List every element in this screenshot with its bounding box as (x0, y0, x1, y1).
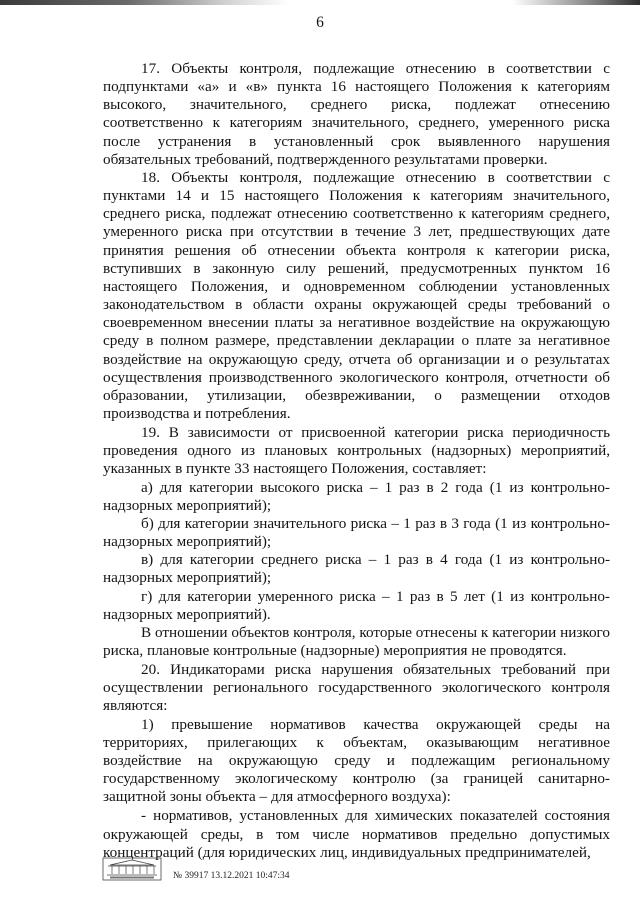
list-item-b: б) для категории значительного риска – 1 раз в 3 года (1 из контрольно-надзорных мероприятий); (103, 514, 610, 551)
paragraph-low-risk: В отношении объектов контроля, которые отнесены к категории низкого риска, плановые контрольные (надзорные) мероприятия не проводятся. (103, 623, 610, 659)
paragraph-19: 19. В зависимости от присвоенной категории риска периодичность проведения одного из плановых контрольных (надзорных) мероприятий, указанных в пункте 33 настоящего Положения, составляет: (103, 424, 610, 478)
paragraph-17: 17. Объекты контроля, подлежащие отнесению в соответствии с подпунктами «а» и «в» пункта 16 настоящего Положения к категориям высокого, значительного, среднего риска, подлежат отнесению соответственно к категориям значительного, среднего, умеренного риска после устранения в установленный срок выявленного нарушения обязательных требований, подтвержденного результатами проверки. (103, 60, 610, 168)
registry-stamp-icon (102, 857, 162, 881)
list-item-g: г) для категории умеренного риска – 1 раз в 5 лет (1 из контрольно-надзорных мероприятий). (103, 587, 610, 623)
scan-edge (0, 0, 640, 5)
list-item-a: а) для категории высокого риска – 1 раз в 2 года (1 из контрольно-надзорных мероприятий); (103, 478, 610, 514)
paragraph-20-subitem: - нормативов, установленных для химических показателей состояния окружающей среды, в том числе нормативов предельно допустимых концентраций (для юридических лиц, индивидуальных предпринимателей, (103, 807, 610, 861)
document-body (103, 60, 610, 862)
registration-stamp: № 39917 13.12.2021 10:47:34 (173, 871, 290, 881)
list-item-v: в) для категории среднего риска – 1 раз в 4 года (1 из контрольно-надзорных мероприятий); (103, 551, 610, 587)
paragraph-18: 18. Объекты контроля, подлежащие отнесению в соответствии с пунктами 14 и 15 настоящего Положения к категориям значительного, среднего риска, подлежат отнесению соответственно к категориям среднего, умеренного риска при отсутствии в течение 3 лет, предшествующих дате принятия решения об отнесении объекта контроля к категории риска, вступивших в законную силу решений, предусмотренных пунктом 16 настоящего Положения, и одновременном соблюдении установленных законодательством в области охраны окружающей среды требований о своевременном внесении платы за негативное воздействие на окружающую среду в полном размере, представлении декларации о плате за негативное воздействие на окружающую среду, отчета об организации и о результатах осуществления производственного экологического контроля, отчетности об образовании, утилизации, обезвреживании, о размещении отходов производства и потребления. (103, 168, 610, 422)
page-number: 6 (316, 14, 324, 31)
paragraph-20-item-1: 1) превышение нормативов качества окружающей среды на территориях, прилегающих к объектам, оказывающим негативное воздействие на окружающую среду и подлежащим региональному государственному экологическому контролю (за границей санитарно-защитной зоны объекта – для атмосферного воздуха): (103, 715, 610, 806)
paragraph-20: 20. Индикаторами риска нарушения обязательных требований при осуществлении регионального государственного экологического контроля являются: (103, 661, 610, 715)
